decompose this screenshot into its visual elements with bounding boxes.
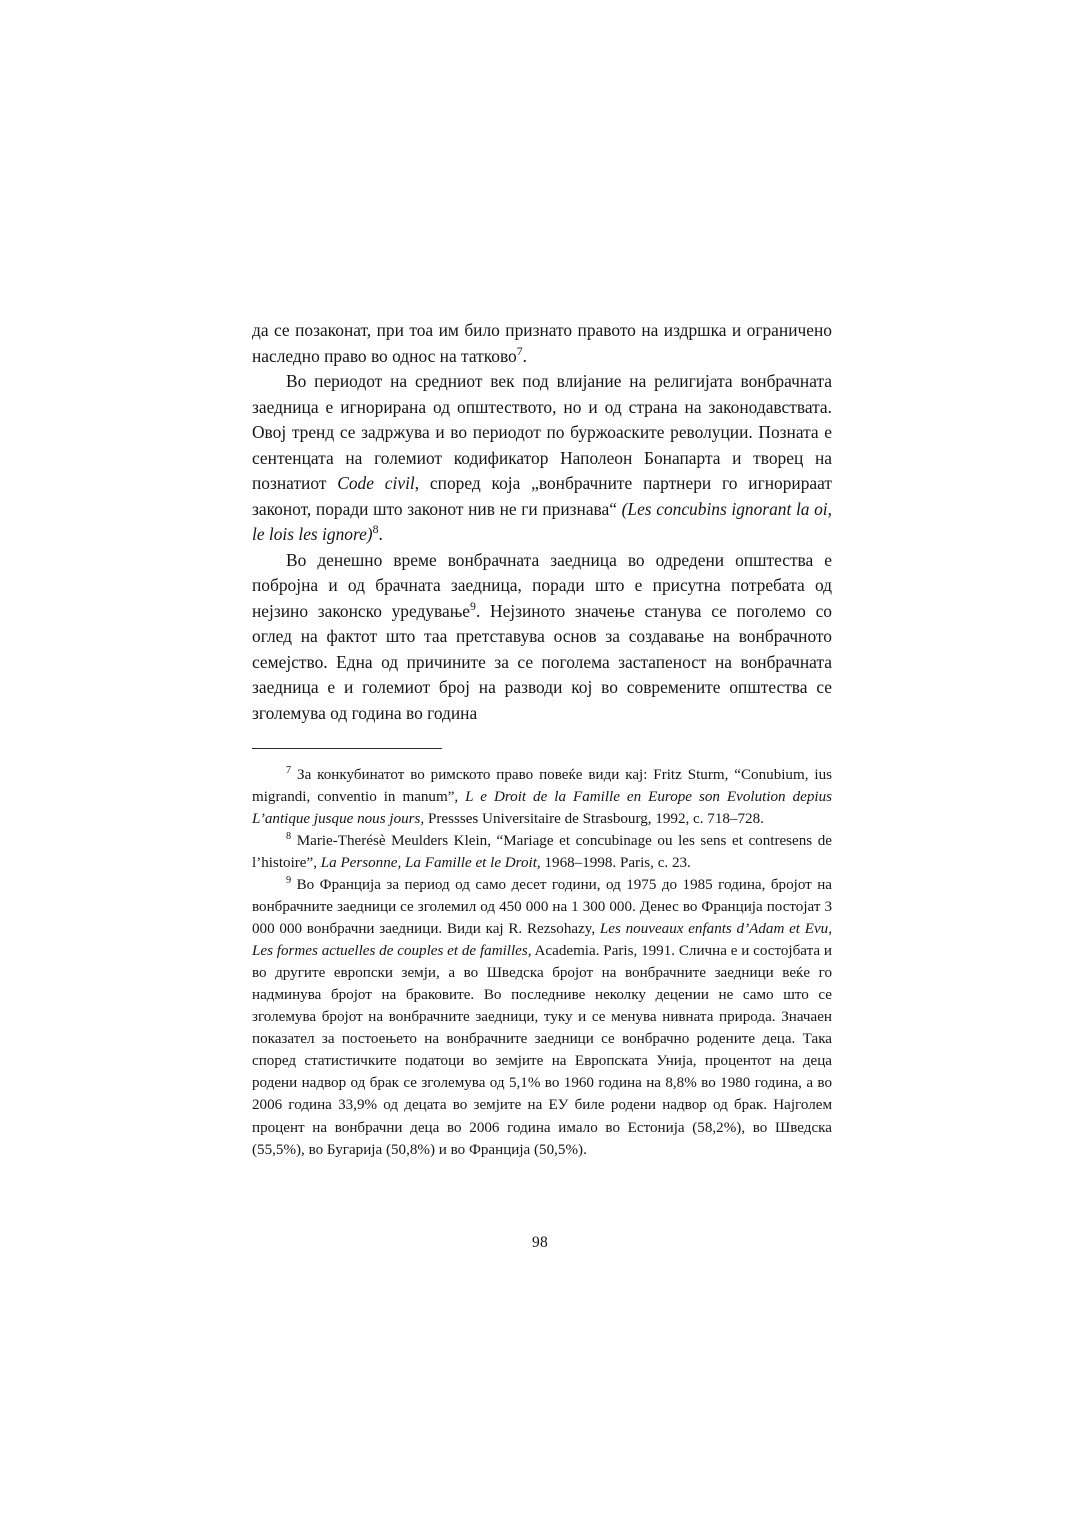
footnote-separator-rule (252, 748, 442, 749)
page-content (252, 318, 832, 1161)
footnote-9: $^9$ Во Франција за период од само десет години, од 1975 до 1985 година, бројот на вонбрачните заедници се зголемил од 450 000 на 1 300 000. Денес во Франција постојат 3 000 000 вонбрачни заедници. Види кај R. Rezsohazy, Les nouveaux enfants d’Adam et Evu, Les formes actuelles de couples et de familles, Academia. Paris, 1991. Слична е и состојбата и во другите европски земји, а во Шведска бројот на вонбрачните заедници веќе го надминува бројот на браковите. Во последниве неколку децении не само што се зголемува бројот на вонбрачните заедници, туку и се менува нивната природа. Значаен показател за постоењето на вонбрачните заедници се вонбрачно родените деца. Така според статистичките податоци во земјите на Европската Унија, процентот на деца родени надвор од брак се зголемува од 5,1% во 1960 година на 8,8% во 1980 година, а во 2006 година 33,9% од децата во земјите на ЕУ биле родени надвор од брак. Најголем процент на вонбрачни деца во 2006 година имало во Естонија (58,2%), во Шведска (55,5%), во Бугарија (50,8%) и во Франција (50,5%). (252, 875, 832, 1158)
paragraph-3: Во денешно време вонбрачната заедница во одредени општества е побројна и од брачната заедница, поради што е присутна потребата од нејзино законско уредување$^9$. Нејзиното значење станува се поголемо со оглед на фактот што таа претставува основ за создавање на вонбрачното семејство. Една од причините за се поголема застапеност на вонбрачната заедница е и големиот број на разводи кој во современите општества се зголемува од година во година (252, 549, 832, 723)
footnote-8: $^8$ Marie-Therésè Meulders Klein, “Mariage et concubinage ou les sens et contresens de l’histoire”, La Personne, La Famille et le Droit, 1968–1998. Paris, с. 23. (252, 831, 832, 872)
paragraph-1: да се позаконат, при тоа им било признато правото на издршка и ограничено наследно право во однос на татково$^7$. (252, 320, 832, 366)
footnote-7: $^7$ За конкубинатот во римското право повеќе види кај: Fritz Sturm, “Conubium, ius migrandi, conventio in manum”, L e Droit de la Famille en Europe son Evolution depius L’antique jusque nous jours, Pressses Universitaire de Strasbourg, 1992, с. 718–728. (252, 764, 832, 828)
paragraph-2: Во периодот на средниот век под влијание на религијата вонбрачната заедница е игнорирана од општеството, но и од страна на законодавствата. Овој тренд се задржува и во периодот по буржоаските револуции. Позната е сентенцата на големиот кодификатор Наполеон Бонапарта и творец на познатиот Code civil, според која „вонбрачните партнери го игнорираат законот, поради што законот нив не ги признава“ (Les concubins ignorant la oi, le lois les ignore)$^8$. (252, 371, 832, 544)
body-text-block (252, 318, 832, 726)
page-number: 98 (531, 1234, 549, 1251)
footnotes-block (252, 764, 832, 1161)
